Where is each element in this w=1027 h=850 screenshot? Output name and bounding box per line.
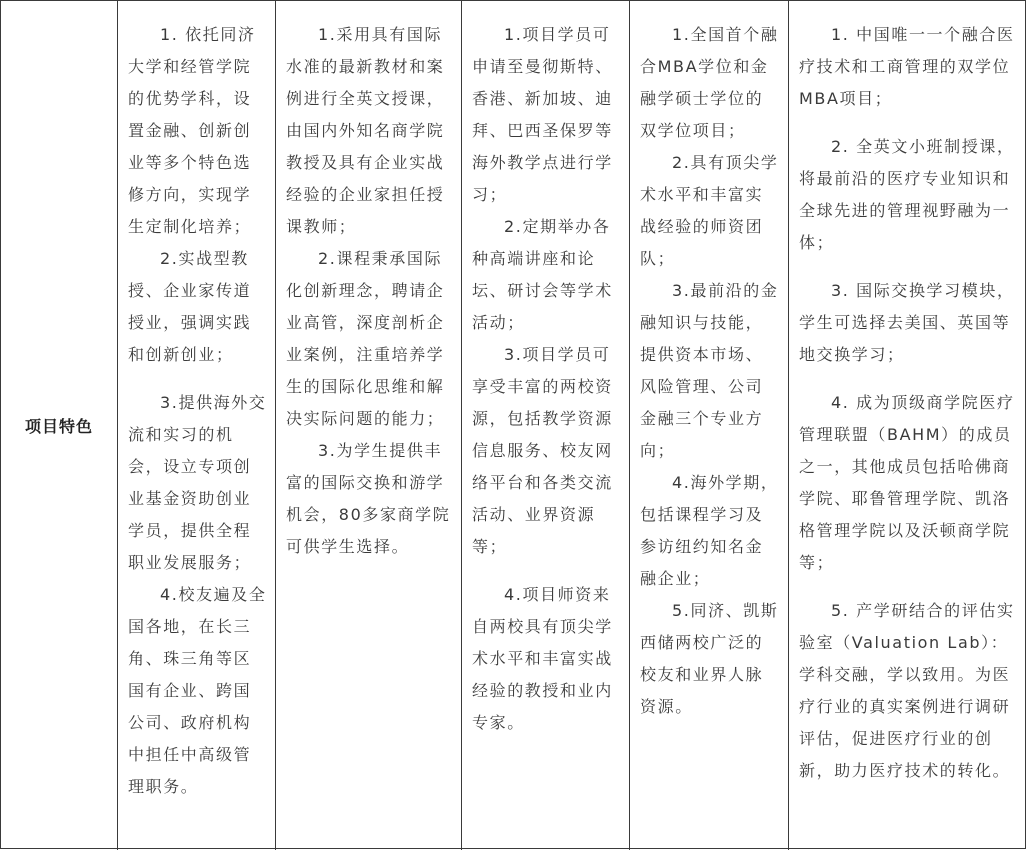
- feature-item: 1. 依托同济大学和经管学院的优势学科，设置金融、创新创业等多个特色选修方向，实现学生定制化培养；: [128, 25, 256, 236]
- row-header-label: 项目特色: [24, 417, 93, 436]
- feature-column-1: [117, 1, 275, 850]
- feature-item: 4.校友遍及全国各地，在长三角、珠三角等区国有企业、跨国公司、政府机构中担任中高级管理职务。: [128, 585, 267, 796]
- feature-list-4: [640, 19, 780, 723]
- feature-list-2: [286, 19, 453, 563]
- feature-item: 2.实战型教授、企业家传道授业，强调实践和创新创业；: [128, 249, 252, 364]
- row-header-cell: [1, 1, 117, 850]
- feature-item: 3. 国际交换学习模块，学生可选择去美国、英国等地交换学习；: [799, 281, 1015, 364]
- feature-item: 2.具有顶尖学术水平和丰富实战经验的师资团队；: [640, 153, 779, 268]
- feature-column-2: [275, 1, 461, 850]
- feature-list-3: [472, 19, 621, 739]
- feature-item: 3.最前沿的金融知识与技能，提供资本市场、风险管理、公司金融三个专业方向；: [640, 281, 779, 460]
- feature-item: 3.提供海外交流和实习的机会，设立专项创业基金资助创业学员，提供全程职业发展服务；: [128, 393, 267, 572]
- feature-item: 4.项目师资来自两校具有顶尖学术水平和丰富实战经验的教授和业内专家。: [472, 585, 613, 732]
- feature-item: 1.项目学员可申请至曼彻斯特、香港、新加坡、迪拜、巴西圣保罗等海外教学点进行学习；: [472, 25, 613, 204]
- feature-item: 1.采用具有国际水准的最新教材和案例进行全英文授课，由国内外知名商学院教授及具有企业实战经验的企业家担任授课教师；: [286, 25, 445, 236]
- feature-item: 5.同济、凯斯西储两校广泛的校友和业界人脉资源。: [640, 601, 779, 716]
- feature-column-4: [629, 1, 788, 850]
- feature-item: 4.海外学期，包括课程学习及参访纽约知名金融企业；: [640, 473, 779, 588]
- feature-item: 5. 产学研结合的评估实验室（Valuation Lab）：学科交融，学以致用。为医疗行业的真实案例进行调研评估，促进医疗行业的创新，助力医疗技术的转化。: [799, 601, 1015, 780]
- feature-list-5: [799, 19, 1017, 787]
- feature-item: 3.为学生提供丰富的国际交换和游学机会，80多家商学院可供学生选择。: [286, 441, 451, 556]
- feature-item: 2. 全英文小班制授课，将最前沿的医疗专业知识和全球先进的管理视野融为一体；: [799, 137, 1015, 252]
- feature-item: 4. 成为顶级商学院医疗管理联盟（BAHM）的成员之一，其他成员包括哈佛商学院、耶鲁管理学院、凯洛格管理学院以及沃顿商学院等；: [799, 393, 1015, 572]
- feature-column-5: [788, 1, 1025, 850]
- feature-item: 3.项目学员可享受丰富的两校资源，包括教学资源信息服务、校友网络平台和各类交流活动、业界资源等；: [472, 345, 613, 556]
- feature-item: 2.定期举办各种高端讲座和论坛、研讨会等学术活动；: [472, 217, 613, 332]
- feature-item: 1. 中国唯一一个融合医疗技术和工商管理的双学位MBA项目；: [799, 25, 1015, 108]
- feature-list-1: [128, 19, 267, 803]
- feature-column-3: [461, 1, 629, 850]
- feature-item: 1.全国首个融合MBA学位和金融学硕士学位的双学位项目；: [640, 25, 779, 140]
- feature-item: 2.课程秉承国际化创新理念，聘请企业高管，深度剖析企业案例，注重培养学生的国际化思维和解决实际问题的能力；: [286, 249, 445, 428]
